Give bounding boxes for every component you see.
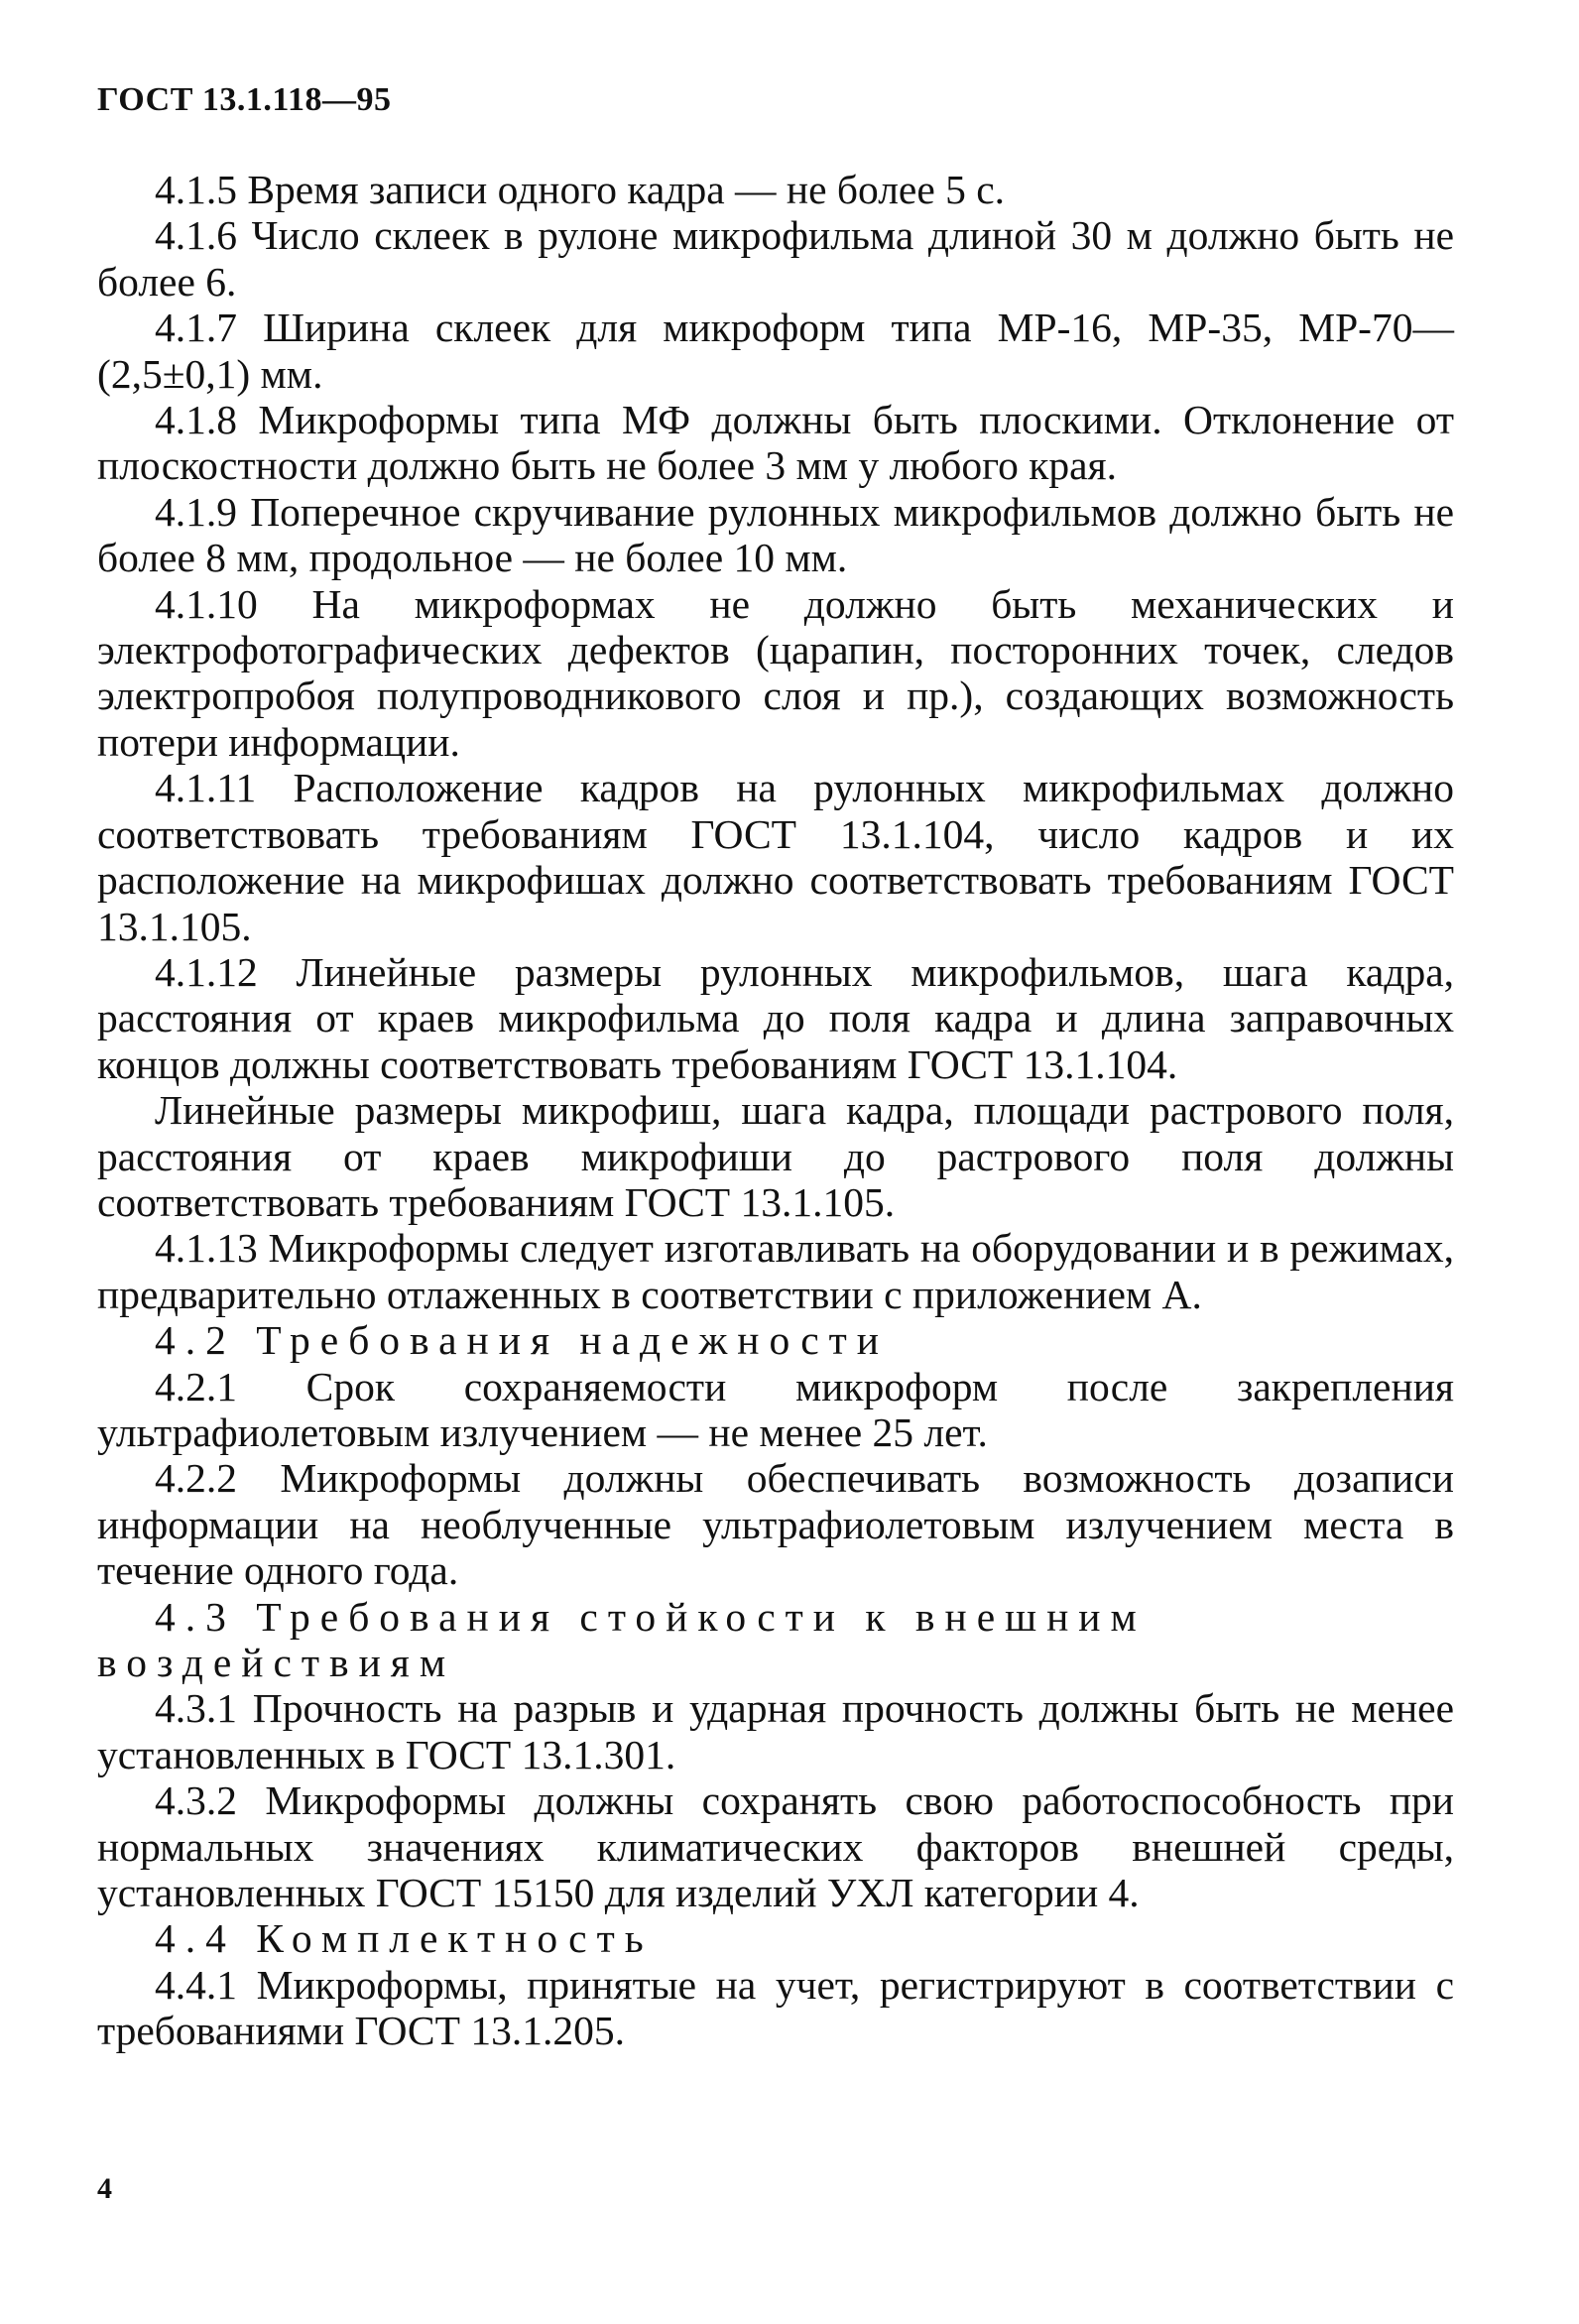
paragraph-4-2-2: 4.2.2 Микроформы должны обеспечивать возможность дозаписи информации на необлученные ультрафиолетовым излучением места в течение одного года. <box>97 1455 1454 1594</box>
paragraph-4-4-1: 4.4.1 Микроформы, принятые на учет, регистрируют в соответствии с требованиями ГОСТ 13.1.205. <box>97 1961 1454 2054</box>
paragraph-4-2-1: 4.2.1 Срок сохраняемости микроформ после закрепления ультрафиолетовым излучением — не менее 25 лет. <box>97 1363 1454 1455</box>
page-number: 4 <box>97 2172 112 2205</box>
section-heading-4-4: 4.4 Комплектность <box>155 1915 654 1962</box>
document-body <box>97 167 1454 2054</box>
section-heading-4-3: 4.3 Требования стойкости к внешним воздействиям <box>97 1593 1147 1685</box>
paragraph-4-1-11: 4.1.11 Расположение кадров на рулонных микрофильмах должно соответствовать требованиям ГОСТ 13.1.104, число кадров и их расположение на микрофишах должно соответствовать требованиям ГОСТ 13.1.105. <box>97 765 1454 949</box>
paragraph-4-1-8: 4.1.8 Микроформы типа МФ должны быть плоскими. Отклонение от плоскостности должно быть не более 3 мм у любого края. <box>97 397 1454 489</box>
paragraph-4-1-13: 4.1.13 Микроформы следует изготавливать на оборудовании и в режимах, предварительно отлаженных в соответствии с приложением А. <box>97 1225 1454 1317</box>
paragraph-4-1-6: 4.1.6 Число склеек в рулоне микрофильма длиной 30 м должно быть не более 6. <box>97 212 1454 305</box>
document-header: ГОСТ 13.1.118—95 <box>97 81 392 118</box>
section-heading-4-2: 4.2 Требования надежности <box>155 1317 889 1364</box>
paragraph-4-1-5: 4.1.5 Время записи одного кадра — не более 5 с. <box>155 167 1006 212</box>
paragraph-4-1-7: 4.1.7 Ширина склеек для микроформ типа МР-16, МР-35, МР-70—(2,5±0,1) мм. <box>97 305 1454 397</box>
paragraph-4-3-2: 4.3.2 Микроформы должны сохранять свою работоспособность при нормальных значениях климатических факторов внешней среды, установленных ГОСТ 15150 для изделий УХЛ категории 4. <box>97 1777 1454 1916</box>
paragraph-4-1-12: 4.1.12 Линейные размеры рулонных микрофильмов, шага кадра, расстояния от краев микрофильма до поля кадра и длина заправочных концов должны соответствовать требованиям ГОСТ 13.1.104. <box>97 948 1454 1087</box>
paragraph-4-1-10: 4.1.10 На микроформах не должно быть механических и электрофотографических дефектов (царапин, посторонних точек, следов электропробоя полупроводникового слоя и пр.), создающих возможность потери информации. <box>97 580 1454 765</box>
paragraph-4-1-12-continued: Линейные размеры микрофиш, шага кадра, площади растрового поля, расстояния от краев микрофиши до растрового поля должны соответствовать требованиям ГОСТ 13.1.105. <box>97 1087 1454 1225</box>
paragraph-4-3-1: 4.3.1 Прочность на разрыв и ударная прочность должны быть не менее установленных в ГОСТ 13.1.301. <box>97 1685 1454 1777</box>
paragraph-4-1-9: 4.1.9 Поперечное скручивание рулонных микрофильмов должно быть не более 8 мм, продольное — не более 10 мм. <box>97 488 1454 581</box>
